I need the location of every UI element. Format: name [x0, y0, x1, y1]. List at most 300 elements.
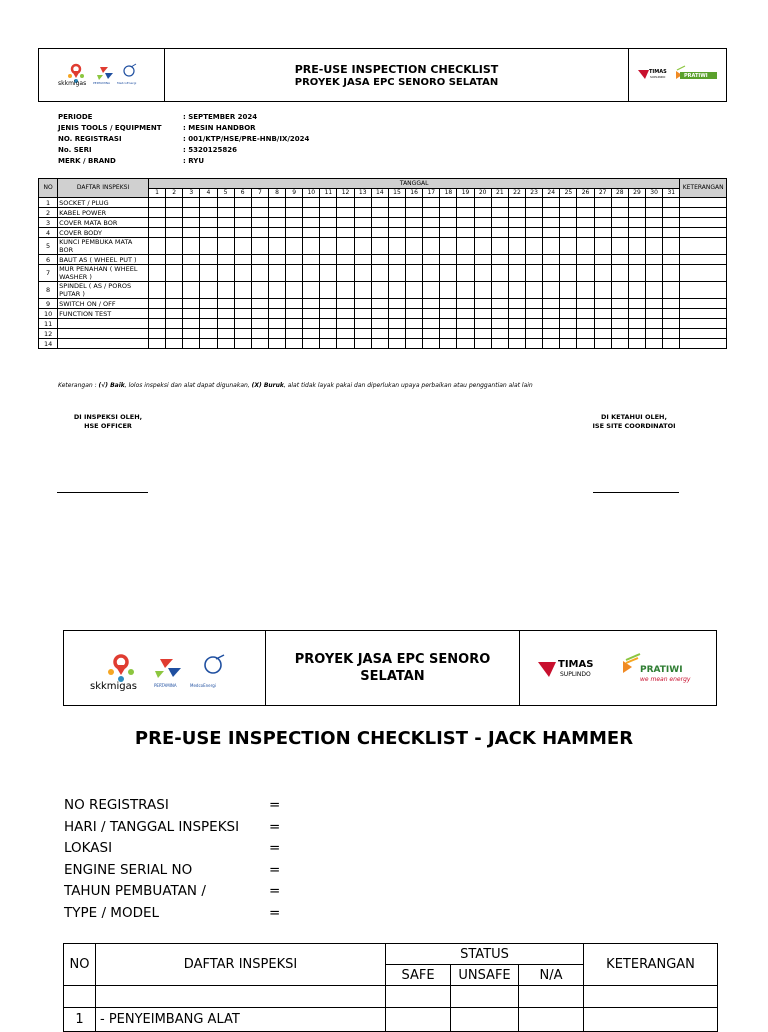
- day-check-cell[interactable]: [183, 319, 200, 329]
- day-check-cell[interactable]: [183, 299, 200, 309]
- day-check-cell[interactable]: [508, 339, 525, 349]
- day-check-cell[interactable]: [337, 228, 354, 238]
- day-check-cell[interactable]: [217, 339, 234, 349]
- day-check-cell[interactable]: [543, 228, 560, 238]
- day-check-cell[interactable]: [526, 265, 543, 282]
- day-check-cell[interactable]: [234, 339, 251, 349]
- day-check-cell[interactable]: [303, 282, 320, 299]
- day-check-cell[interactable]: [663, 339, 680, 349]
- day-check-cell[interactable]: [371, 228, 388, 238]
- day-check-cell[interactable]: [543, 255, 560, 265]
- day-check-cell[interactable]: [337, 255, 354, 265]
- day-check-cell[interactable]: [183, 282, 200, 299]
- day-check-cell[interactable]: [234, 265, 251, 282]
- day-check-cell[interactable]: [423, 329, 440, 339]
- day-check-cell[interactable]: [406, 255, 423, 265]
- day-check-cell[interactable]: [320, 238, 337, 255]
- day-check-cell[interactable]: [354, 282, 371, 299]
- day-check-cell[interactable]: [337, 329, 354, 339]
- day-check-cell[interactable]: [337, 309, 354, 319]
- keterangan-cell[interactable]: [680, 208, 727, 218]
- day-check-cell[interactable]: [251, 228, 268, 238]
- day-check-cell[interactable]: [577, 265, 594, 282]
- day-check-cell[interactable]: [628, 218, 645, 228]
- day-check-cell[interactable]: [268, 198, 285, 208]
- day-check-cell[interactable]: [491, 255, 508, 265]
- day-check-cell[interactable]: [183, 339, 200, 349]
- day-check-cell[interactable]: [526, 309, 543, 319]
- day-check-cell[interactable]: [646, 309, 663, 319]
- day-check-cell[interactable]: [526, 329, 543, 339]
- day-check-cell[interactable]: [406, 319, 423, 329]
- day-check-cell[interactable]: [354, 208, 371, 218]
- day-check-cell[interactable]: [217, 198, 234, 208]
- day-check-cell[interactable]: [371, 309, 388, 319]
- day-check-cell[interactable]: [337, 198, 354, 208]
- day-check-cell[interactable]: [268, 265, 285, 282]
- day-check-cell[interactable]: [526, 198, 543, 208]
- day-check-cell[interactable]: [560, 299, 577, 309]
- day-check-cell[interactable]: [148, 282, 165, 299]
- day-check-cell[interactable]: [491, 218, 508, 228]
- day-check-cell[interactable]: [166, 218, 183, 228]
- day-check-cell[interactable]: [440, 309, 457, 319]
- day-check-cell[interactable]: [234, 218, 251, 228]
- day-check-cell[interactable]: [354, 238, 371, 255]
- day-check-cell[interactable]: [577, 228, 594, 238]
- day-check-cell[interactable]: [148, 238, 165, 255]
- day-check-cell[interactable]: [200, 329, 217, 339]
- day-check-cell[interactable]: [474, 238, 491, 255]
- day-check-cell[interactable]: [577, 339, 594, 349]
- day-check-cell[interactable]: [286, 329, 303, 339]
- day-check-cell[interactable]: [577, 282, 594, 299]
- day-check-cell[interactable]: [303, 238, 320, 255]
- keterangan-cell[interactable]: [680, 299, 727, 309]
- day-check-cell[interactable]: [543, 309, 560, 319]
- day-check-cell[interactable]: [628, 265, 645, 282]
- day-check-cell[interactable]: [560, 228, 577, 238]
- day-check-cell[interactable]: [303, 329, 320, 339]
- day-check-cell[interactable]: [371, 265, 388, 282]
- day-check-cell[interactable]: [303, 309, 320, 319]
- day-check-cell[interactable]: [268, 208, 285, 218]
- day-check-cell[interactable]: [406, 228, 423, 238]
- day-check-cell[interactable]: [320, 198, 337, 208]
- day-check-cell[interactable]: [611, 208, 628, 218]
- day-check-cell[interactable]: [148, 319, 165, 329]
- day-check-cell[interactable]: [251, 329, 268, 339]
- keterangan-cell[interactable]: [680, 339, 727, 349]
- day-check-cell[interactable]: [594, 228, 611, 238]
- keterangan-cell[interactable]: [584, 1008, 718, 1032]
- day-check-cell[interactable]: [491, 309, 508, 319]
- day-check-cell[interactable]: [594, 299, 611, 309]
- day-check-cell[interactable]: [320, 282, 337, 299]
- day-check-cell[interactable]: [611, 198, 628, 208]
- day-check-cell[interactable]: [440, 198, 457, 208]
- day-check-cell[interactable]: [217, 255, 234, 265]
- day-check-cell[interactable]: [268, 319, 285, 329]
- day-check-cell[interactable]: [406, 208, 423, 218]
- day-check-cell[interactable]: [474, 265, 491, 282]
- day-check-cell[interactable]: [406, 309, 423, 319]
- day-check-cell[interactable]: [646, 228, 663, 238]
- day-check-cell[interactable]: [217, 319, 234, 329]
- day-check-cell[interactable]: [148, 218, 165, 228]
- day-check-cell[interactable]: [663, 255, 680, 265]
- day-check-cell[interactable]: [560, 265, 577, 282]
- day-check-cell[interactable]: [251, 255, 268, 265]
- day-check-cell[interactable]: [388, 208, 405, 218]
- day-check-cell[interactable]: [303, 265, 320, 282]
- day-check-cell[interactable]: [234, 198, 251, 208]
- day-check-cell[interactable]: [371, 319, 388, 329]
- day-check-cell[interactable]: [286, 299, 303, 309]
- day-check-cell[interactable]: [388, 319, 405, 329]
- day-check-cell[interactable]: [166, 339, 183, 349]
- day-check-cell[interactable]: [543, 319, 560, 329]
- day-check-cell[interactable]: [440, 299, 457, 309]
- day-check-cell[interactable]: [286, 282, 303, 299]
- day-check-cell[interactable]: [594, 208, 611, 218]
- day-check-cell[interactable]: [457, 255, 474, 265]
- day-check-cell[interactable]: [628, 339, 645, 349]
- day-check-cell[interactable]: [217, 282, 234, 299]
- day-check-cell[interactable]: [646, 339, 663, 349]
- day-check-cell[interactable]: [423, 265, 440, 282]
- day-check-cell[interactable]: [577, 299, 594, 309]
- day-check-cell[interactable]: [440, 339, 457, 349]
- day-check-cell[interactable]: [251, 218, 268, 228]
- day-check-cell[interactable]: [251, 309, 268, 319]
- day-check-cell[interactable]: [354, 228, 371, 238]
- day-check-cell[interactable]: [628, 228, 645, 238]
- day-check-cell[interactable]: [148, 255, 165, 265]
- day-check-cell[interactable]: [166, 208, 183, 218]
- day-check-cell[interactable]: [406, 282, 423, 299]
- day-check-cell[interactable]: [388, 309, 405, 319]
- day-check-cell[interactable]: [628, 238, 645, 255]
- day-check-cell[interactable]: [423, 309, 440, 319]
- day-check-cell[interactable]: [491, 208, 508, 218]
- day-check-cell[interactable]: [406, 299, 423, 309]
- day-check-cell[interactable]: [303, 255, 320, 265]
- day-check-cell[interactable]: [526, 255, 543, 265]
- day-check-cell[interactable]: [354, 329, 371, 339]
- day-check-cell[interactable]: [371, 198, 388, 208]
- day-check-cell[interactable]: [628, 282, 645, 299]
- day-check-cell[interactable]: [646, 319, 663, 329]
- day-check-cell[interactable]: [491, 339, 508, 349]
- day-check-cell[interactable]: [423, 319, 440, 329]
- day-check-cell[interactable]: [286, 218, 303, 228]
- day-check-cell[interactable]: [200, 208, 217, 218]
- day-check-cell[interactable]: [526, 282, 543, 299]
- day-check-cell[interactable]: [543, 238, 560, 255]
- day-check-cell[interactable]: [354, 265, 371, 282]
- day-check-cell[interactable]: [474, 198, 491, 208]
- keterangan-cell[interactable]: [680, 329, 727, 339]
- day-check-cell[interactable]: [611, 255, 628, 265]
- day-check-cell[interactable]: [508, 198, 525, 208]
- day-check-cell[interactable]: [166, 265, 183, 282]
- day-check-cell[interactable]: [543, 339, 560, 349]
- day-check-cell[interactable]: [474, 208, 491, 218]
- day-check-cell[interactable]: [320, 265, 337, 282]
- day-check-cell[interactable]: [491, 228, 508, 238]
- day-check-cell[interactable]: [663, 228, 680, 238]
- day-check-cell[interactable]: [217, 309, 234, 319]
- day-check-cell[interactable]: [371, 329, 388, 339]
- day-check-cell[interactable]: [526, 218, 543, 228]
- day-check-cell[interactable]: [474, 282, 491, 299]
- keterangan-cell[interactable]: [680, 309, 727, 319]
- day-check-cell[interactable]: [183, 255, 200, 265]
- day-check-cell[interactable]: [457, 329, 474, 339]
- day-check-cell[interactable]: [663, 299, 680, 309]
- day-check-cell[interactable]: [594, 309, 611, 319]
- day-check-cell[interactable]: [611, 309, 628, 319]
- day-check-cell[interactable]: [217, 265, 234, 282]
- day-check-cell[interactable]: [577, 238, 594, 255]
- day-check-cell[interactable]: [268, 339, 285, 349]
- day-check-cell[interactable]: [320, 309, 337, 319]
- day-check-cell[interactable]: [406, 238, 423, 255]
- day-check-cell[interactable]: [303, 299, 320, 309]
- day-check-cell[interactable]: [251, 282, 268, 299]
- day-check-cell[interactable]: [508, 329, 525, 339]
- na-cell[interactable]: [519, 1008, 584, 1032]
- day-check-cell[interactable]: [183, 208, 200, 218]
- day-check-cell[interactable]: [166, 198, 183, 208]
- day-check-cell[interactable]: [166, 282, 183, 299]
- day-check-cell[interactable]: [508, 255, 525, 265]
- day-check-cell[interactable]: [423, 255, 440, 265]
- day-check-cell[interactable]: [611, 339, 628, 349]
- day-check-cell[interactable]: [286, 238, 303, 255]
- day-check-cell[interactable]: [508, 238, 525, 255]
- day-check-cell[interactable]: [423, 282, 440, 299]
- day-check-cell[interactable]: [234, 228, 251, 238]
- day-check-cell[interactable]: [183, 329, 200, 339]
- day-check-cell[interactable]: [406, 339, 423, 349]
- day-check-cell[interactable]: [303, 339, 320, 349]
- day-check-cell[interactable]: [217, 218, 234, 228]
- day-check-cell[interactable]: [594, 238, 611, 255]
- day-check-cell[interactable]: [663, 319, 680, 329]
- day-check-cell[interactable]: [200, 255, 217, 265]
- day-check-cell[interactable]: [217, 238, 234, 255]
- day-check-cell[interactable]: [200, 238, 217, 255]
- day-check-cell[interactable]: [320, 228, 337, 238]
- day-check-cell[interactable]: [526, 228, 543, 238]
- day-check-cell[interactable]: [268, 309, 285, 319]
- day-check-cell[interactable]: [491, 282, 508, 299]
- day-check-cell[interactable]: [560, 208, 577, 218]
- day-check-cell[interactable]: [183, 238, 200, 255]
- day-check-cell[interactable]: [611, 228, 628, 238]
- day-check-cell[interactable]: [320, 255, 337, 265]
- day-check-cell[interactable]: [474, 319, 491, 329]
- day-check-cell[interactable]: [423, 218, 440, 228]
- day-check-cell[interactable]: [508, 265, 525, 282]
- day-check-cell[interactable]: [388, 238, 405, 255]
- day-check-cell[interactable]: [611, 218, 628, 228]
- day-check-cell[interactable]: [251, 265, 268, 282]
- day-check-cell[interactable]: [560, 339, 577, 349]
- day-check-cell[interactable]: [148, 339, 165, 349]
- day-check-cell[interactable]: [388, 299, 405, 309]
- day-check-cell[interactable]: [594, 329, 611, 339]
- day-check-cell[interactable]: [611, 299, 628, 309]
- day-check-cell[interactable]: [234, 319, 251, 329]
- day-check-cell[interactable]: [148, 299, 165, 309]
- day-check-cell[interactable]: [303, 198, 320, 208]
- day-check-cell[interactable]: [560, 255, 577, 265]
- day-check-cell[interactable]: [268, 299, 285, 309]
- day-check-cell[interactable]: [354, 339, 371, 349]
- day-check-cell[interactable]: [457, 265, 474, 282]
- day-check-cell[interactable]: [526, 238, 543, 255]
- day-check-cell[interactable]: [594, 319, 611, 329]
- day-check-cell[interactable]: [286, 339, 303, 349]
- day-check-cell[interactable]: [354, 255, 371, 265]
- day-check-cell[interactable]: [234, 208, 251, 218]
- day-check-cell[interactable]: [183, 198, 200, 208]
- day-check-cell[interactable]: [560, 218, 577, 228]
- day-check-cell[interactable]: [491, 238, 508, 255]
- day-check-cell[interactable]: [491, 329, 508, 339]
- day-check-cell[interactable]: [457, 238, 474, 255]
- day-check-cell[interactable]: [508, 208, 525, 218]
- day-check-cell[interactable]: [286, 319, 303, 329]
- day-check-cell[interactable]: [543, 282, 560, 299]
- day-check-cell[interactable]: [166, 238, 183, 255]
- day-check-cell[interactable]: [148, 228, 165, 238]
- day-check-cell[interactable]: [371, 299, 388, 309]
- day-check-cell[interactable]: [508, 319, 525, 329]
- day-check-cell[interactable]: [628, 198, 645, 208]
- day-check-cell[interactable]: [320, 319, 337, 329]
- day-check-cell[interactable]: [508, 309, 525, 319]
- day-check-cell[interactable]: [646, 238, 663, 255]
- day-check-cell[interactable]: [423, 238, 440, 255]
- day-check-cell[interactable]: [268, 228, 285, 238]
- day-check-cell[interactable]: [234, 299, 251, 309]
- day-check-cell[interactable]: [508, 228, 525, 238]
- day-check-cell[interactable]: [337, 299, 354, 309]
- day-check-cell[interactable]: [303, 319, 320, 329]
- day-check-cell[interactable]: [423, 198, 440, 208]
- day-check-cell[interactable]: [440, 218, 457, 228]
- day-check-cell[interactable]: [286, 228, 303, 238]
- day-check-cell[interactable]: [423, 208, 440, 218]
- day-check-cell[interactable]: [388, 218, 405, 228]
- day-check-cell[interactable]: [371, 339, 388, 349]
- day-check-cell[interactable]: [577, 309, 594, 319]
- safe-cell[interactable]: [386, 1008, 451, 1032]
- day-check-cell[interactable]: [646, 265, 663, 282]
- day-check-cell[interactable]: [286, 208, 303, 218]
- day-check-cell[interactable]: [320, 299, 337, 309]
- keterangan-cell[interactable]: [680, 319, 727, 329]
- keterangan-cell[interactable]: [680, 238, 727, 255]
- day-check-cell[interactable]: [200, 339, 217, 349]
- day-check-cell[interactable]: [200, 265, 217, 282]
- day-check-cell[interactable]: [543, 299, 560, 309]
- day-check-cell[interactable]: [166, 329, 183, 339]
- day-check-cell[interactable]: [303, 208, 320, 218]
- day-check-cell[interactable]: [628, 299, 645, 309]
- day-check-cell[interactable]: [526, 319, 543, 329]
- day-check-cell[interactable]: [457, 299, 474, 309]
- day-check-cell[interactable]: [611, 265, 628, 282]
- keterangan-cell[interactable]: [680, 282, 727, 299]
- day-check-cell[interactable]: [371, 255, 388, 265]
- day-check-cell[interactable]: [148, 208, 165, 218]
- day-check-cell[interactable]: [543, 208, 560, 218]
- day-check-cell[interactable]: [560, 282, 577, 299]
- day-check-cell[interactable]: [457, 198, 474, 208]
- day-check-cell[interactable]: [440, 208, 457, 218]
- day-check-cell[interactable]: [234, 329, 251, 339]
- day-check-cell[interactable]: [423, 339, 440, 349]
- day-check-cell[interactable]: [594, 265, 611, 282]
- day-check-cell[interactable]: [491, 265, 508, 282]
- day-check-cell[interactable]: [388, 228, 405, 238]
- day-check-cell[interactable]: [217, 329, 234, 339]
- day-check-cell[interactable]: [457, 282, 474, 299]
- day-check-cell[interactable]: [388, 255, 405, 265]
- day-check-cell[interactable]: [337, 208, 354, 218]
- day-check-cell[interactable]: [337, 218, 354, 228]
- day-check-cell[interactable]: [388, 339, 405, 349]
- day-check-cell[interactable]: [560, 198, 577, 208]
- day-check-cell[interactable]: [457, 218, 474, 228]
- day-check-cell[interactable]: [508, 299, 525, 309]
- day-check-cell[interactable]: [440, 238, 457, 255]
- day-check-cell[interactable]: [560, 329, 577, 339]
- day-check-cell[interactable]: [663, 208, 680, 218]
- day-check-cell[interactable]: [320, 218, 337, 228]
- day-check-cell[interactable]: [320, 329, 337, 339]
- day-check-cell[interactable]: [251, 299, 268, 309]
- day-check-cell[interactable]: [560, 319, 577, 329]
- day-check-cell[interactable]: [611, 319, 628, 329]
- day-check-cell[interactable]: [217, 299, 234, 309]
- day-check-cell[interactable]: [337, 339, 354, 349]
- day-check-cell[interactable]: [406, 198, 423, 208]
- day-check-cell[interactable]: [663, 282, 680, 299]
- keterangan-cell[interactable]: [680, 255, 727, 265]
- day-check-cell[interactable]: [183, 265, 200, 282]
- day-check-cell[interactable]: [234, 238, 251, 255]
- day-check-cell[interactable]: [663, 329, 680, 339]
- day-check-cell[interactable]: [320, 208, 337, 218]
- day-check-cell[interactable]: [200, 228, 217, 238]
- day-check-cell[interactable]: [148, 198, 165, 208]
- day-check-cell[interactable]: [388, 329, 405, 339]
- day-check-cell[interactable]: [474, 329, 491, 339]
- day-check-cell[interactable]: [440, 265, 457, 282]
- day-check-cell[interactable]: [577, 198, 594, 208]
- day-check-cell[interactable]: [251, 339, 268, 349]
- day-check-cell[interactable]: [457, 319, 474, 329]
- day-check-cell[interactable]: [440, 282, 457, 299]
- day-check-cell[interactable]: [594, 255, 611, 265]
- day-check-cell[interactable]: [491, 198, 508, 208]
